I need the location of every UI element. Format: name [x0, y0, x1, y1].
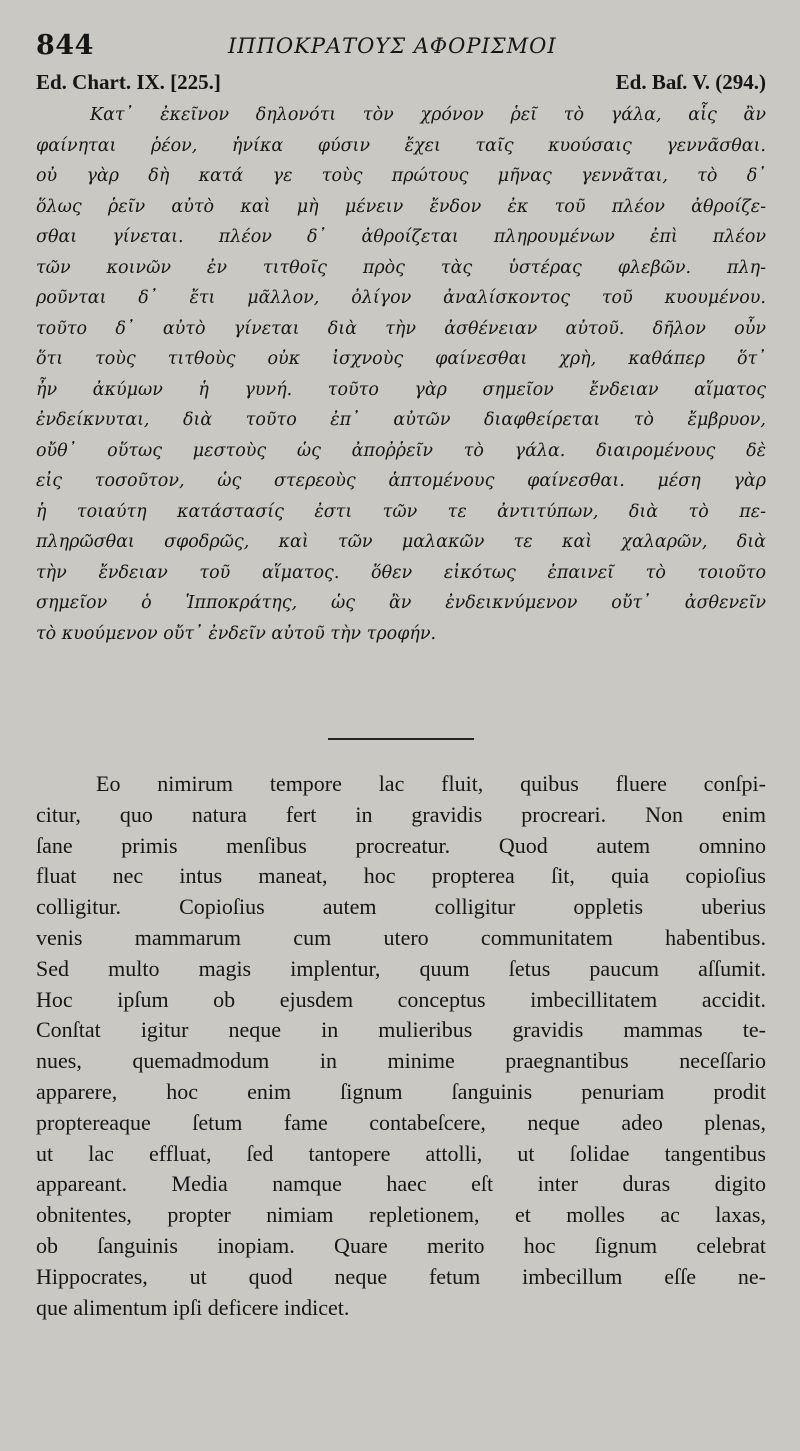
latin-line: Eo nimirum tempore lac fluit, quibus fluere conſpi-: [96, 771, 766, 796]
latin-line: Hoc ipſum ob ejusdem conceptus imbecillitatem accidit.: [36, 986, 766, 1012]
edition-basel-ref: Ed. Baſ. V. (294.): [615, 70, 766, 94]
greek-line: σθαι γίνεται. πλέον δ᾽ ἀθροίζεται πληρουμένων ἐπὶ πλέον: [36, 227, 766, 247]
page-number: 844: [36, 30, 94, 61]
latin-line: appareant. Media namque haec eſt inter duras digito: [36, 1171, 766, 1197]
greek-line: τῶν κοινῶν ἐν τιτθοῖς πρὸς τὰς ὑστέρας φλεβῶν. πλη-: [36, 257, 766, 278]
greek-line: οὐ γὰρ δὴ κατά γε τοὺς πρώτους μῆνας γεννᾶται, τὸ δ᾽: [36, 166, 766, 186]
latin-text-block: [36, 769, 766, 1323]
latin-line: ob ſanguinis inopiam. Quare merito hoc ſignum celebrat: [36, 1232, 766, 1258]
greek-line: ἡ τοιαύτη κατάστασίς ἐστι τῶν τε ἀντιτύπων, διὰ τὸ πε-: [36, 501, 766, 522]
latin-line: obnitentes, propter nimiam repletionem, et molles ac laxas,: [36, 1202, 766, 1228]
greek-line: ἐνδείκνυται, διὰ τοῦτο ἐπ᾽ αὐτῶν διαφθείρεται τὸ ἔμβρυον,: [36, 410, 766, 430]
edition-chartier-ref: Ed. Chart. IX. [225.]: [36, 70, 221, 94]
greek-line: ἦν ἀκύμων ἡ γυνή. τοῦτο γὰρ σημεῖον ἔνδειαν αἵματος: [36, 379, 766, 400]
latin-line: que alimentum ipſi deficere indicet.: [36, 1294, 350, 1320]
greek-line: ροῦνται δ᾽ ἔτι μᾶλλον, ὀλίγον ἀναλίσκοντος τοῦ κυουμένου.: [36, 288, 766, 308]
running-title: ΙΠΠΟΚΡΑΤΟΥΣ ΑΦΟΡΙΣΜΟΙ: [228, 34, 557, 58]
greek-text-block: [36, 100, 766, 649]
latin-line: fluat nec intus maneat, hoc propterea ſit, quia copioſius: [36, 863, 766, 889]
greek-line: Κατ᾽ ἐκεῖνον δηλονότι τὸν χρόνον ῥεῖ τὸ γάλα, αἷς ἂν: [90, 105, 766, 125]
latin-line: Conſtat igitur neque in mulieribus gravidis mammas te-: [36, 1017, 766, 1043]
page-header: [36, 30, 766, 64]
greek-line: φαίνηται ῥέον, ἡνίκα φύσιν ἔχει ταῖς κυούσαις γεννᾶσθαι.: [36, 135, 766, 156]
greek-line: ὅτι τοὺς τιτθοὺς οὐκ ἰσχνοὺς φαίνεσθαι χρὴ, καθάπερ ὅτ᾽: [36, 349, 766, 369]
latin-line: nues, quemadmodum in minime praegnantibus neceſſario: [36, 1048, 766, 1074]
latin-line: proptereaque ſetum fame contabeſcere, neque adeo plenas,: [36, 1109, 766, 1135]
greek-line: εἰς τοσοῦτον, ὡς στερεοὺς ἁπτομένους φαίνεσθαι. μέση γὰρ: [36, 471, 766, 491]
latin-line: citur, quo natura fert in gravidis procreari. Non enim: [36, 801, 766, 827]
edition-references: [36, 70, 766, 98]
latin-line: venis mammarum cum utero communitatem habentibus.: [36, 924, 766, 950]
latin-line: Sed multo magis implentur, quum ſetus paucum aſſumit.: [36, 955, 766, 981]
greek-line: σημεῖον ὁ Ἱπποκράτης, ὡς ἂν ἐνδεικνύμενον οὔτ᾽ ἀσθενεῖν: [36, 593, 766, 613]
latin-line: Hippocrates, ut quod neque fetum imbecillum eſſe ne-: [36, 1263, 766, 1289]
latin-line: ut lac effluat, ſed tantopere attolli, ut ſolidae tangentibus: [36, 1140, 766, 1166]
greek-line: ὅλως ῥεῖν αὐτὸ καὶ μὴ μένειν ἔνδον ἐκ τοῦ πλέον ἀθροίζε-: [36, 196, 766, 217]
greek-line: τοῦτο δ᾽ αὐτὸ γίνεται διὰ τὴν ἀσθένειαν αὐτοῦ. δῆλον οὖν: [36, 318, 766, 339]
latin-line: colligitur. Copioſius autem colligitur oppletis uberius: [36, 894, 766, 920]
greek-line: τὴν ἔνδειαν τοῦ αἵματος. ὅθεν εἰκότως ἐπαινεῖ τὸ τοιοῦτο: [36, 562, 766, 583]
greek-line: τὸ κυούμενον οὔτ᾽ ἐνδεῖν αὐτοῦ τὴν τροφήν.: [36, 623, 437, 644]
greek-line: οὔθ᾽ οὕτως μεστοὺς ὡς ἀποῤῥεῖν τὸ γάλα. διαιρομένους δὲ: [36, 440, 766, 461]
latin-line: ſane primis menſibus procreatur. Quod autem omnino: [36, 832, 766, 858]
latin-line: apparere, hoc enim ſignum ſanguinis penuriam prodit: [36, 1078, 766, 1104]
greek-line: πληρῶσθαι σφοδρῶς, καὶ τῶν μαλακῶν τε καὶ χαλαρῶν, διὰ: [36, 532, 766, 552]
section-divider: [328, 738, 474, 740]
